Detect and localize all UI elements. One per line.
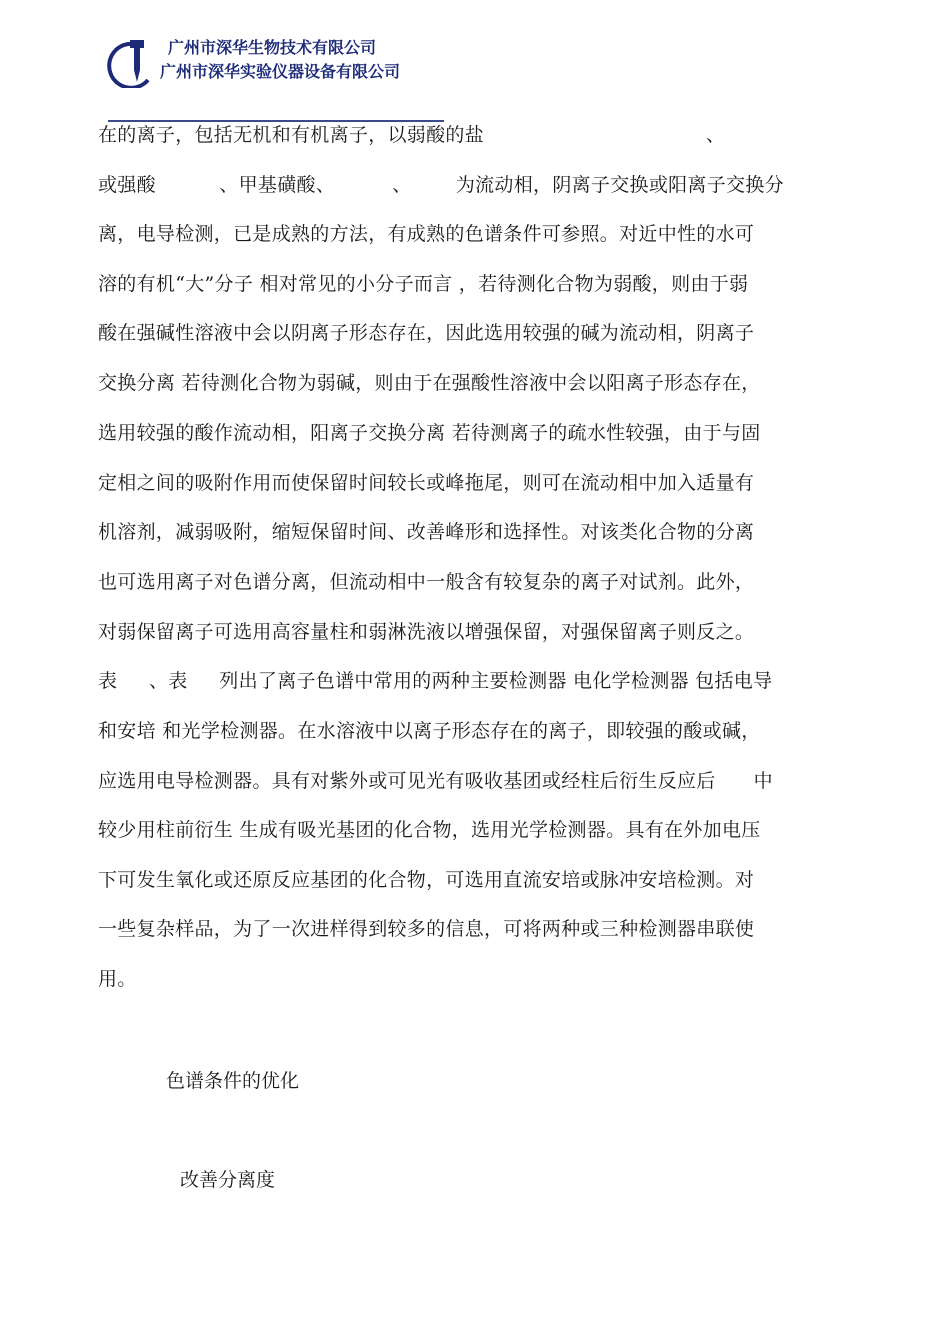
text-line: 下可发生氧化或还原反应基团的化合物，可选用直流安培或脉冲安培检测。对 [98,869,755,891]
text-line: 酸在强碱性溶液中会以阴离子形态存在，因此选用较强的碱为流动相，阴离子 [98,322,755,344]
text-line: 交换分离 若待测化合物为弱碱，则由于在强酸性溶液中会以阳离子形态存在， [98,372,761,394]
text-line: 对弱保留离子可选用高容量柱和弱淋洗液以增强保留，对强保留离子则反之。 [98,621,755,643]
text-line: 或强酸 、甲基磺酸、 、 为流动相，阴离子交换或阳离子交换分 [98,174,784,196]
company-names [160,36,401,84]
text-line: 和安培 和光学检测器。在水溶液中以离子形态存在的离子，即较强的酸或碱， [98,720,761,742]
text-line: 用。 [98,968,137,990]
text-line: 溶的有机“大”分子 相对常见的小分子而言 ，若待测化合物为弱酸，则由于弱 [98,273,749,295]
text-line: 在的离子，包括无机和有机离子，以弱酸的盐 、 [98,124,726,146]
text-line: 一些复杂样品，为了一次进样得到较多的信息，可将两种或三种检测器串联使 [98,918,755,940]
text-line: 机溶剂，减弱吸附，缩短保留时间、改善峰形和选择性。对该类化合物的分离 [98,521,755,543]
text-line: 较少用柱前衍生 生成有吸光基团的化合物，选用光学检测器。具有在外加电压 [98,819,761,841]
text-line: 选用较强的酸作流动相，阳离子交换分离 若待测离子的疏水性较强，由于与固 [98,422,761,444]
letterhead [104,32,444,94]
subsection-heading: 改善分离度 [180,1169,276,1191]
company-name-2: 广州市深华实验仪器设备有限公司 [160,62,401,81]
pipette-logo-icon [104,36,156,88]
text-line: 应选用电导检测器。具有对紫外或可见光有吸收基团或经柱后衍生反应后 中 [98,770,773,792]
text-line: 表 、表 列出了离子色谱中常用的两种主要检测器 电化学检测器 包括电导 [98,670,773,692]
text-line: 定相之间的吸附作用而使保留时间较长或峰拖尾，则可在流动相中加入适量有 [98,472,755,494]
text-line: 也可选用离子对色谱分离，但流动相中一般含有较复杂的离子对试剂。此外， [98,571,755,593]
company-name-1: 广州市深华生物技术有限公司 [168,38,377,57]
section-heading: 色谱条件的优化 [166,1070,300,1092]
text-line: 离，电导检测，已是成熟的方法，有成熟的色谱条件可参照。对近中性的水可 [98,223,755,245]
